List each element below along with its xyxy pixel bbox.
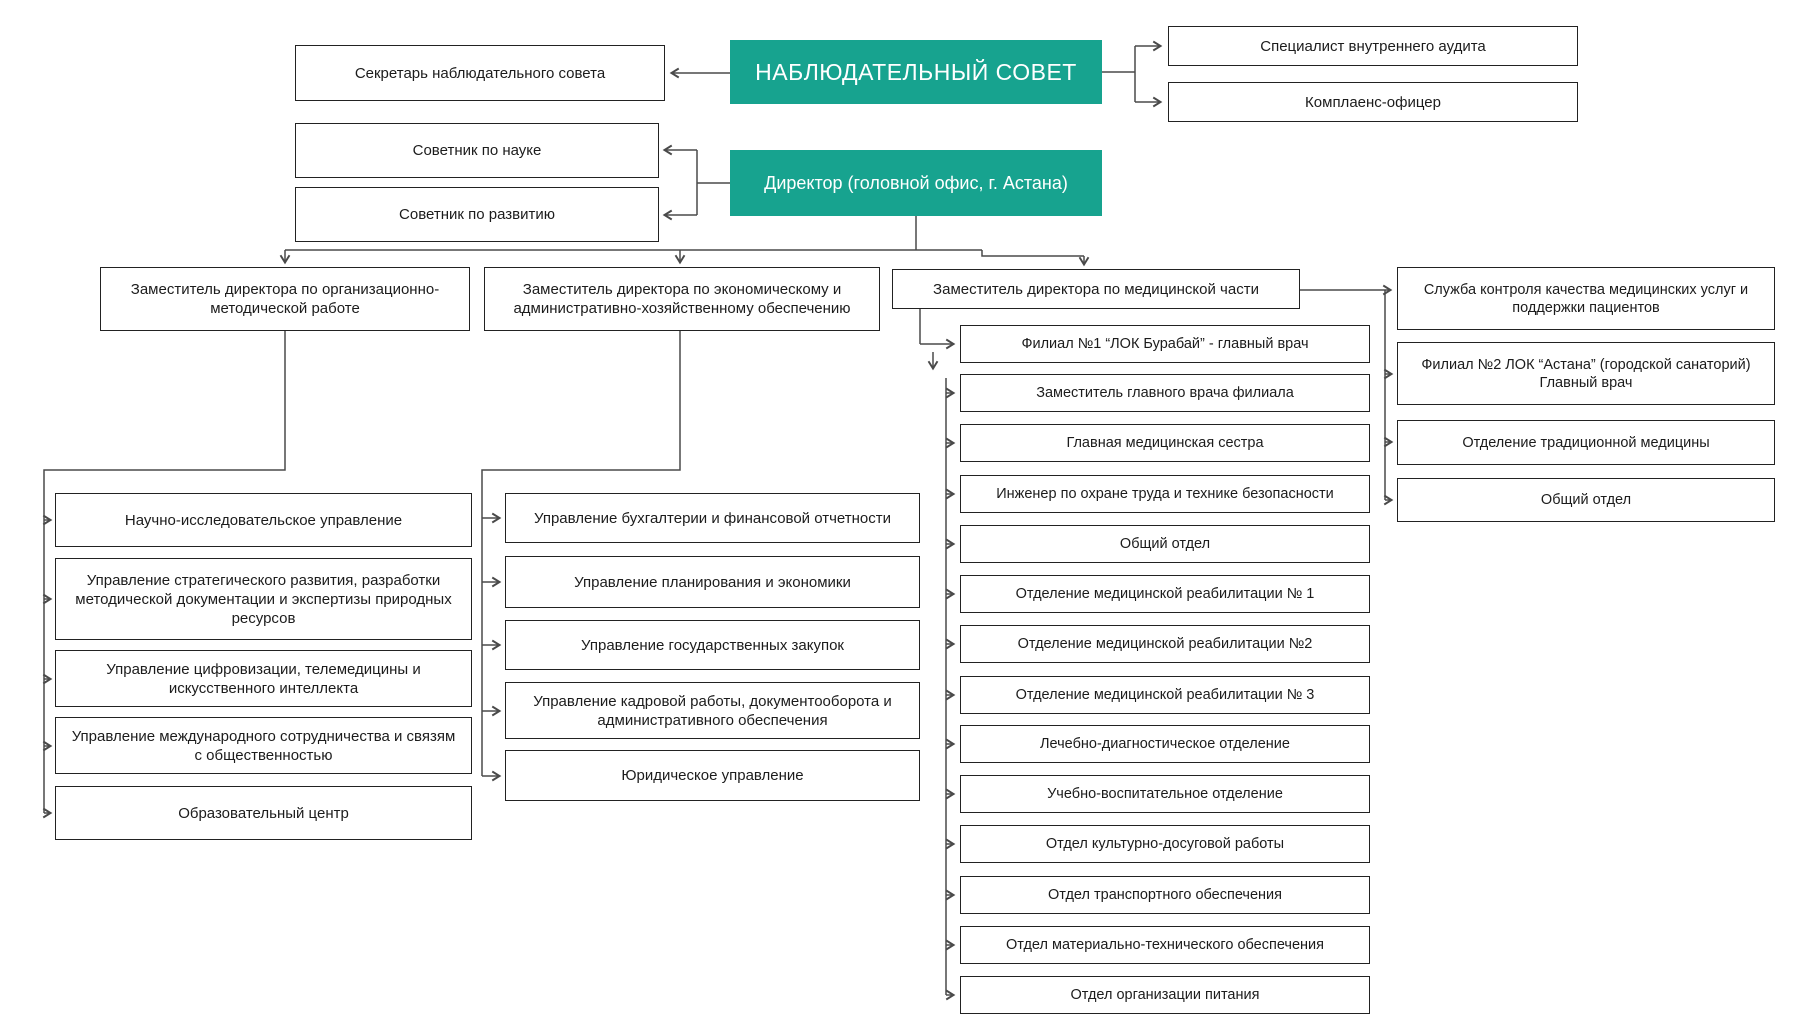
node-branch1-chief-doctor: Филиал №1 “ЛОК Бурабай” - главный врач	[960, 325, 1370, 363]
node-cultural-leisure-department: Отдел культурно-досуговой работы	[960, 825, 1370, 863]
node-international-cooperation-department: Управление международного сотрудничества и связям с общественностью	[55, 717, 472, 774]
node-deputy-chief-doctor: Заместитель главного врача филиала	[960, 374, 1370, 412]
node-deputy-econ-admin: Заместитель директора по экономическому и административно-хозяйственному обеспечению	[484, 267, 880, 331]
node-deputy-medical: Заместитель директора по медицинской части	[892, 269, 1300, 309]
node-safety-engineer: Инженер по охране труда и технике безопасности	[960, 475, 1370, 513]
node-catering-department: Отдел организации питания	[960, 976, 1370, 1014]
node-public-procurement-department: Управление государственных закупок	[505, 620, 920, 670]
node-rehabilitation-department-3: Отделение медицинской реабилитации № 3	[960, 676, 1370, 714]
node-diagnostic-department: Лечебно-диагностическое отделение	[960, 725, 1370, 763]
node-educational-upbringing-department: Учебно-воспитательное отделение	[960, 775, 1370, 813]
node-chief-nurse: Главная медицинская сестра	[960, 424, 1370, 462]
node-branch2-chief-doctor: Филиал №2 ЛОК “Астана” (городской санаторий) Главный врач	[1397, 342, 1775, 405]
node-quality-control-service: Служба контроля качества медицинских услуг и поддержки пациентов	[1397, 267, 1775, 330]
node-planning-economics-department: Управление планирования и экономики	[505, 556, 920, 608]
node-rehabilitation-department-1: Отделение медицинской реабилитации № 1	[960, 575, 1370, 613]
node-accounting-department: Управление бухгалтерии и финансовой отчетности	[505, 493, 920, 543]
node-research-department: Научно-исследовательское управление	[55, 493, 472, 547]
node-traditional-medicine-department: Отделение традиционной медицины	[1397, 420, 1775, 465]
node-hr-records-department: Управление кадровой работы, документооборота и административного обеспечения	[505, 682, 920, 739]
node-general-department-med: Общий отдел	[960, 525, 1370, 563]
node-transport-department: Отдел транспортного обеспечения	[960, 876, 1370, 914]
node-legal-department: Юридическое управление	[505, 750, 920, 801]
node-deputy-org-methodical: Заместитель директора по организационно-методической работе	[100, 267, 470, 331]
node-advisor-development: Советник по развитию	[295, 187, 659, 242]
node-board-secretary: Секретарь наблюдательного совета	[295, 45, 665, 101]
node-compliance-officer: Комплаенс-офицер	[1168, 82, 1578, 122]
node-rehabilitation-department-2: Отделение медицинской реабилитации №2	[960, 625, 1370, 663]
node-supervisory-board: НАБЛЮДАТЕЛЬНЫЙ СОВЕТ	[730, 40, 1102, 104]
node-digitalization-department: Управление цифровизации, телемедицины и искусственного интеллекта	[55, 650, 472, 707]
node-strategic-development-department: Управление стратегического развития, разработки методической документации и экспертизы природных ресурсов	[55, 558, 472, 640]
node-general-department-branch2: Общий отдел	[1397, 478, 1775, 522]
node-logistics-department: Отдел материально-технического обеспечения	[960, 926, 1370, 964]
node-advisor-science: Советник по науке	[295, 123, 659, 178]
node-director: Директор (головной офис, г. Астана)	[730, 150, 1102, 216]
node-internal-audit-specialist: Специалист внутреннего аудита	[1168, 26, 1578, 66]
node-educational-center: Образовательный центр	[55, 786, 472, 840]
